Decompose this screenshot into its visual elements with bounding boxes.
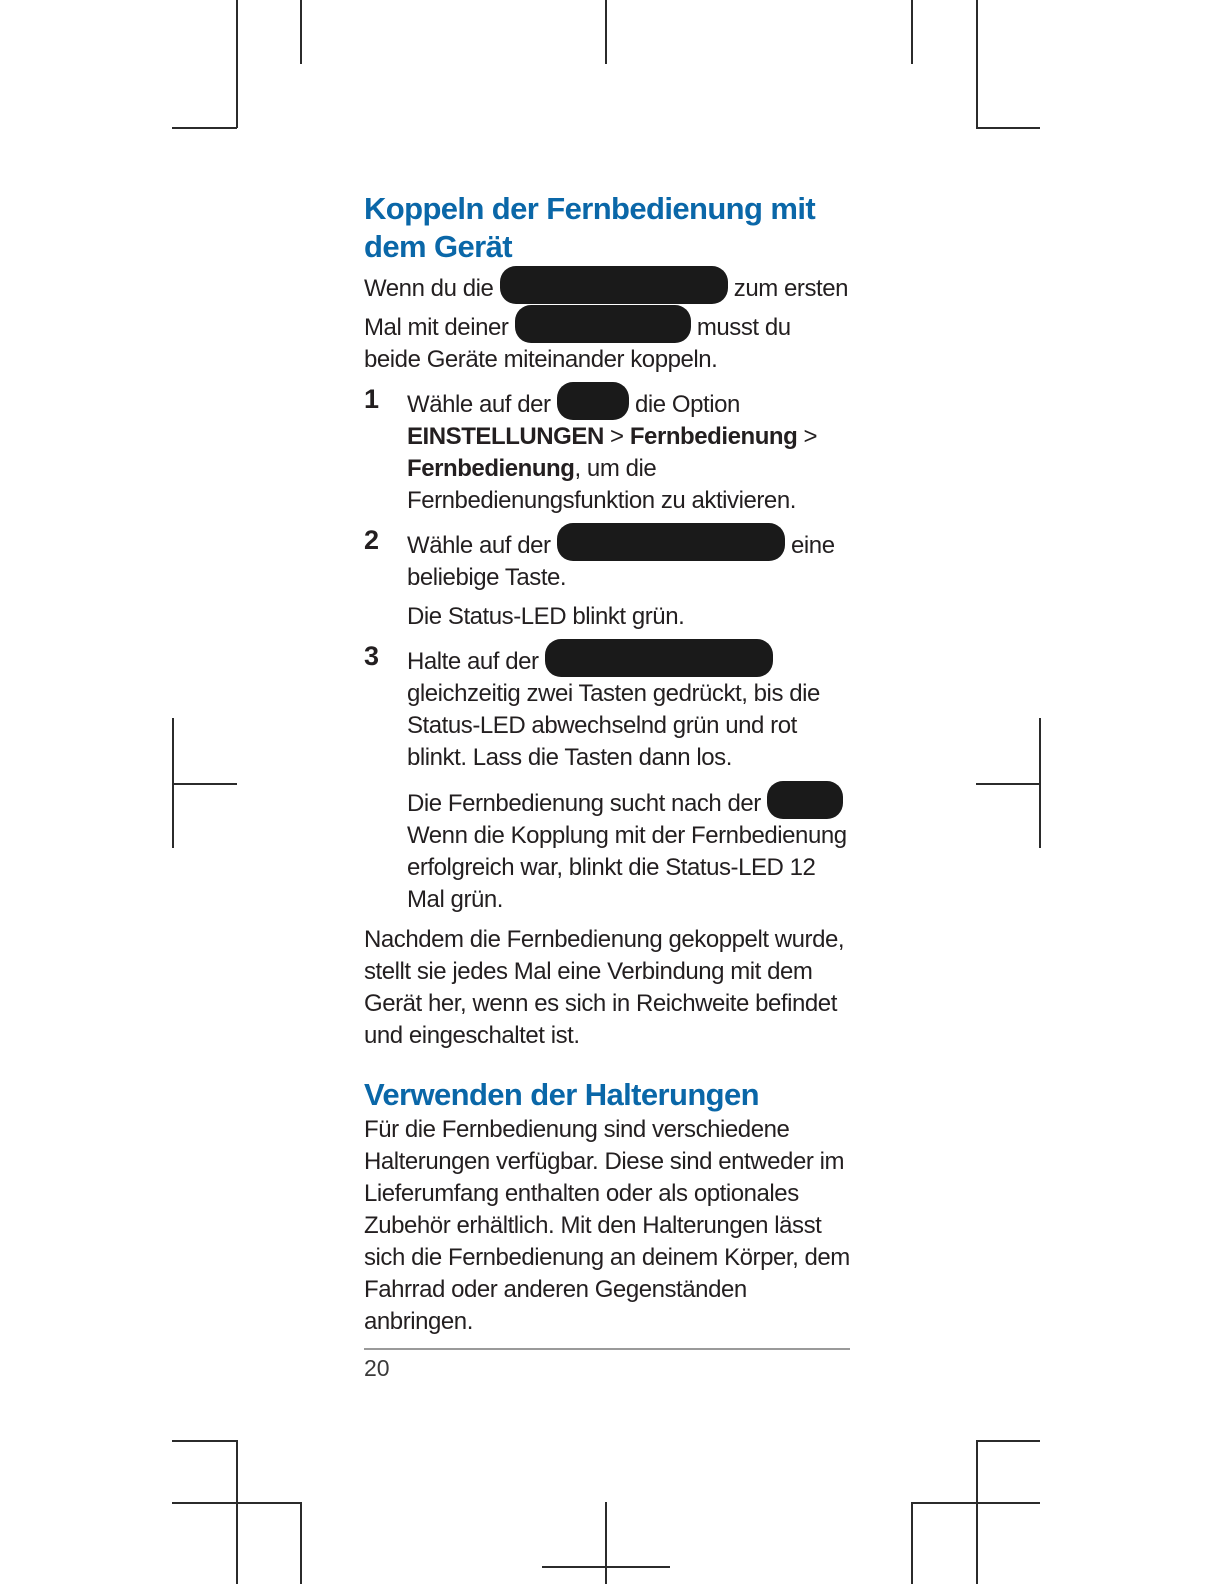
crop-mark-bottom-left-v xyxy=(236,1440,238,1584)
crop-mark-top-left-v2 xyxy=(300,0,302,64)
step-text-part: Wähle auf der xyxy=(407,532,557,559)
redaction-bar xyxy=(515,305,691,343)
crop-mark-bottom-left-h xyxy=(172,1440,237,1442)
page-content xyxy=(364,190,852,1338)
intro-paragraph xyxy=(364,266,852,376)
step-2 xyxy=(364,523,852,633)
crop-mark-bottom-right-v2 xyxy=(911,1502,913,1584)
step-result xyxy=(407,781,852,916)
menu-separator: > xyxy=(797,423,818,450)
step-text-part: , um die Fernbedienungsfunktion zu aktivieren. xyxy=(407,455,796,514)
intro-text-3: musst du beide Geräte miteinander koppeln. xyxy=(364,314,791,373)
step-number: 2 xyxy=(364,525,380,555)
step-3 xyxy=(364,639,852,916)
step-number: 3 xyxy=(364,641,380,671)
redaction-bar xyxy=(767,781,843,819)
crop-mark-top-right-h xyxy=(976,127,1040,129)
step-text xyxy=(407,639,852,774)
step-text-part: die Option xyxy=(628,391,740,418)
crop-mark-bottom-center-h xyxy=(542,1566,670,1568)
crop-mark-top-right-v xyxy=(976,0,978,128)
mounts-paragraph: Für die Fernbedienung sind verschiedene Halterungen verfügbar. Diese sind entweder im Lieferumfang enthalten oder als optionales Zubehör erhältlich. Mit den Halterungen lässt sich die Fernbedienung an deinem Körper, dem Fahrrad oder anderen Gegenständen anbringen. xyxy=(364,1116,850,1335)
menu-path-settings: EINSTELLUNGEN xyxy=(407,423,604,450)
redaction-bar xyxy=(545,639,773,677)
step-text-part: gleichzeitig zwei Tasten gedrückt, bis die Status-LED abwechselnd grün und rot blinkt. Lass die Tasten dann los. xyxy=(407,680,820,771)
menu-path-remote: Fernbedienung xyxy=(629,423,798,450)
crop-mark-bottom-right-h xyxy=(976,1440,1040,1442)
page-number: 20 xyxy=(364,1355,390,1381)
crop-mark-top-left-h xyxy=(172,127,237,129)
crop-mark-bottom-right-v xyxy=(976,1440,978,1584)
crop-mark-top-right-v2 xyxy=(911,0,913,64)
crop-mark-bottom-left-v2 xyxy=(300,1502,302,1584)
redaction-bar xyxy=(500,266,728,304)
redaction-bar xyxy=(557,382,629,420)
step-text xyxy=(407,523,852,594)
section-heading-pairing: Koppeln der Fernbedienung mit dem Gerät xyxy=(364,191,816,264)
intro-text-2: zum ersten Mal mit deiner xyxy=(364,275,849,341)
step-1 xyxy=(364,382,852,517)
crop-mark-bottom-right-h2 xyxy=(911,1502,1040,1504)
step-text-part: Halte auf der xyxy=(407,648,545,675)
crop-mark-mid-right-h xyxy=(976,783,1040,785)
menu-separator: > xyxy=(603,423,630,450)
section-heading-mounts: Verwenden der Halterungen xyxy=(364,1077,759,1112)
crop-mark-mid-left-h xyxy=(172,783,237,785)
step-number: 1 xyxy=(364,384,380,414)
step-text-part: Wähle auf der xyxy=(407,391,557,418)
crop-mark-bottom-left-h2 xyxy=(172,1502,301,1504)
step-result-part: Die Fernbedienung sucht nach der xyxy=(407,790,768,817)
step-text xyxy=(407,382,852,517)
crop-mark-top-center-v xyxy=(605,0,607,64)
step-text-part: eine beliebige Taste. xyxy=(407,532,835,591)
crop-mark-top-left-v xyxy=(236,0,238,128)
step-result: Die Status-LED blinkt grün. xyxy=(407,603,685,630)
intro-text-1: Wenn du die xyxy=(364,275,500,302)
menu-path-remote-toggle: Fernbedienung xyxy=(407,455,575,482)
steps-list xyxy=(364,382,852,916)
redaction-bar xyxy=(557,523,785,561)
footer-divider xyxy=(364,1348,850,1350)
outro-paragraph: Nachdem die Fernbedienung gekoppelt wurde, stellt sie jedes Mal eine Verbindung mit dem Gerät her, wenn es sich in Reichweite befindet und eingeschaltet ist. xyxy=(364,926,845,1049)
crop-mark-bottom-center-v xyxy=(605,1502,607,1584)
step-result-part: Wenn die Kopplung mit der Fernbedienung erfolgreich war, blinkt die Status-LED 12 Mal grün. xyxy=(407,822,847,913)
